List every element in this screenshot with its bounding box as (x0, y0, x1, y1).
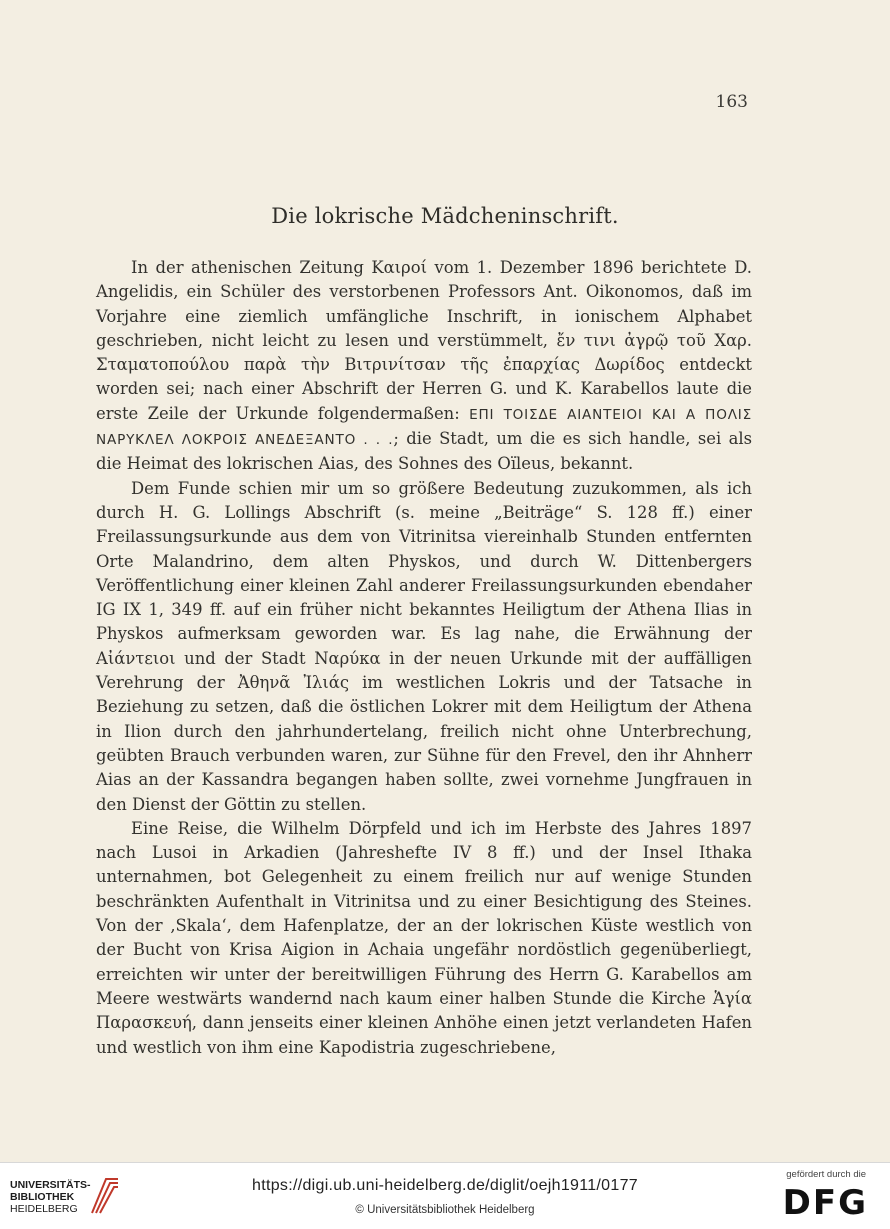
article-title: Die lokrische Mädcheninschrift. (271, 204, 619, 228)
paragraph-text: Dem Funde schien mir um so größere Bedeutung zuzukommen, als ich durch H. G. Lollings Abschrift (s. meine „Beiträge“ S. 128 ff.) einer Freilassungsurkunde aus dem von Vitrinitsa viereinhalb Stunden entfernten Orte Malandrino, dem alten Physkos, und durch W. Dittenbergers Veröffentlichung einer kleinen Zahl anderer Freilassungsurkunden ebendaher IG IX 1, 349 ff. auf ein früher nicht bekanntes Heiligtum der Athena Ilias in Physkos aufmerksam geworden war. Es lag nahe, die Erwähnung der Αἰάντειοι und der Stadt Ναρύκα in der neuen Urkunde mit der auffälligen Verehrung der Ἀθηνᾶ Ἰλιάς im westlichen Lokris und der Tatsache in Beziehung zu setzen, daß die östlichen Lokrer mit dem Heiligtum der Athena in Ilion durch den jahrhundertelang, freilich nicht ohne Unterbrechung, geübten Brauch verbunden waren, zur Sühne für den Frevel, den ihr Ahnherr Aias an der Kassandra begangen haben sollte, zwei vornehme Jungfrauen in den Dienst der Göttin zu stellen. (96, 478, 752, 814)
page-number: 163 (715, 92, 748, 112)
library-line-2: BIBLIOTHEK (10, 1191, 75, 1203)
permalink-url[interactable]: https://digi.ub.uni-heidelberg.de/diglit/oejh1911/0177 (252, 1177, 638, 1194)
copyright-notice: © Universitätsbibliothek Heidelberg (355, 1204, 535, 1216)
paragraph (96, 817, 752, 1060)
paragraph-text: In der athenischen Zeitung Καιροί vom 1. Dezember 1896 berichtete D. Angelidis, ein Schüler des verstorbenen Professors Ant. Oikonomos, daß im Vorjahre eine ziemlich umfängliche Inschrift, in ionischem Alphabet geschrieben, nicht leicht zu lesen und verstümmelt, ἔν τινι ἀγρῷ τοῦ Χαρ. Σταματοπούλου παρὰ τὴν Βιτρινίτσαν τῆς ἐπαρχίας Δωρίδος entdeckt worden sei; nach einer Abschrift der Herren G. und K. Karabellos laute die erste Zeile der Urkunde folgendermaßen: (96, 258, 752, 423)
viewer-footer (0, 1162, 890, 1229)
article-body (96, 256, 752, 1060)
funder-tagline: gefördert durch die (786, 1169, 866, 1180)
library-line-1: UNIVERSITÄTS- (10, 1179, 91, 1191)
paragraph-text: ; die Stadt, um die es sich handle, sei als die Heimat des lokrischen Aias, des Sohnes des Oïleus, bekannt. (96, 429, 752, 474)
paragraph (96, 256, 752, 477)
library-line-3: HEIDELBERG (10, 1203, 78, 1215)
paragraph (96, 477, 752, 817)
inscription-text: ΕΠΙ ΤΟΙΣΔΕ ΑΙΑΝΤΕΙΟΙ ΚΑΙ Α ΠΟΛΙΣ ΝΑΡΥΚΛΕΛ ΛΟΚΡΟΙΣ ΑΝΕΔΕΞΑΝΤΟ . . . (96, 406, 752, 449)
dfg-logo[interactable]: DFG (782, 1183, 868, 1223)
paragraph-text: Eine Reise, die Wilhelm Dörpfeld und ich im Herbste des Jahres 1897 nach Lusoi in Arkadien (Jahreshefte IV 8 ff.) und der Insel Ithaka unternahmen, bot Gelegenheit zu einem freilich nur auf wenige Stunden beschränkten Aufenthalt in Vitrinitsa und zu einer Besichtigung des Steines. Von der ‚Skala‘, dem Hafenplatze, der an der lokrischen Küste westlich von der Bucht von Krisa Aigion in Achaia ungefähr nordöstlich gegenüberliegt, erreichten wir unter der bereitwilligen Führung des Herrn G. Karabellos am Meere westwärts wandernd nach kaum einer halben Stunde die Kirche Ἁγία Παρασκευή, dann jenseits einer kleinen Anhöhe einen jetzt verlandeten Hafen und westlich von ihm eine Kapodistria zugeschriebene, (96, 818, 752, 1057)
